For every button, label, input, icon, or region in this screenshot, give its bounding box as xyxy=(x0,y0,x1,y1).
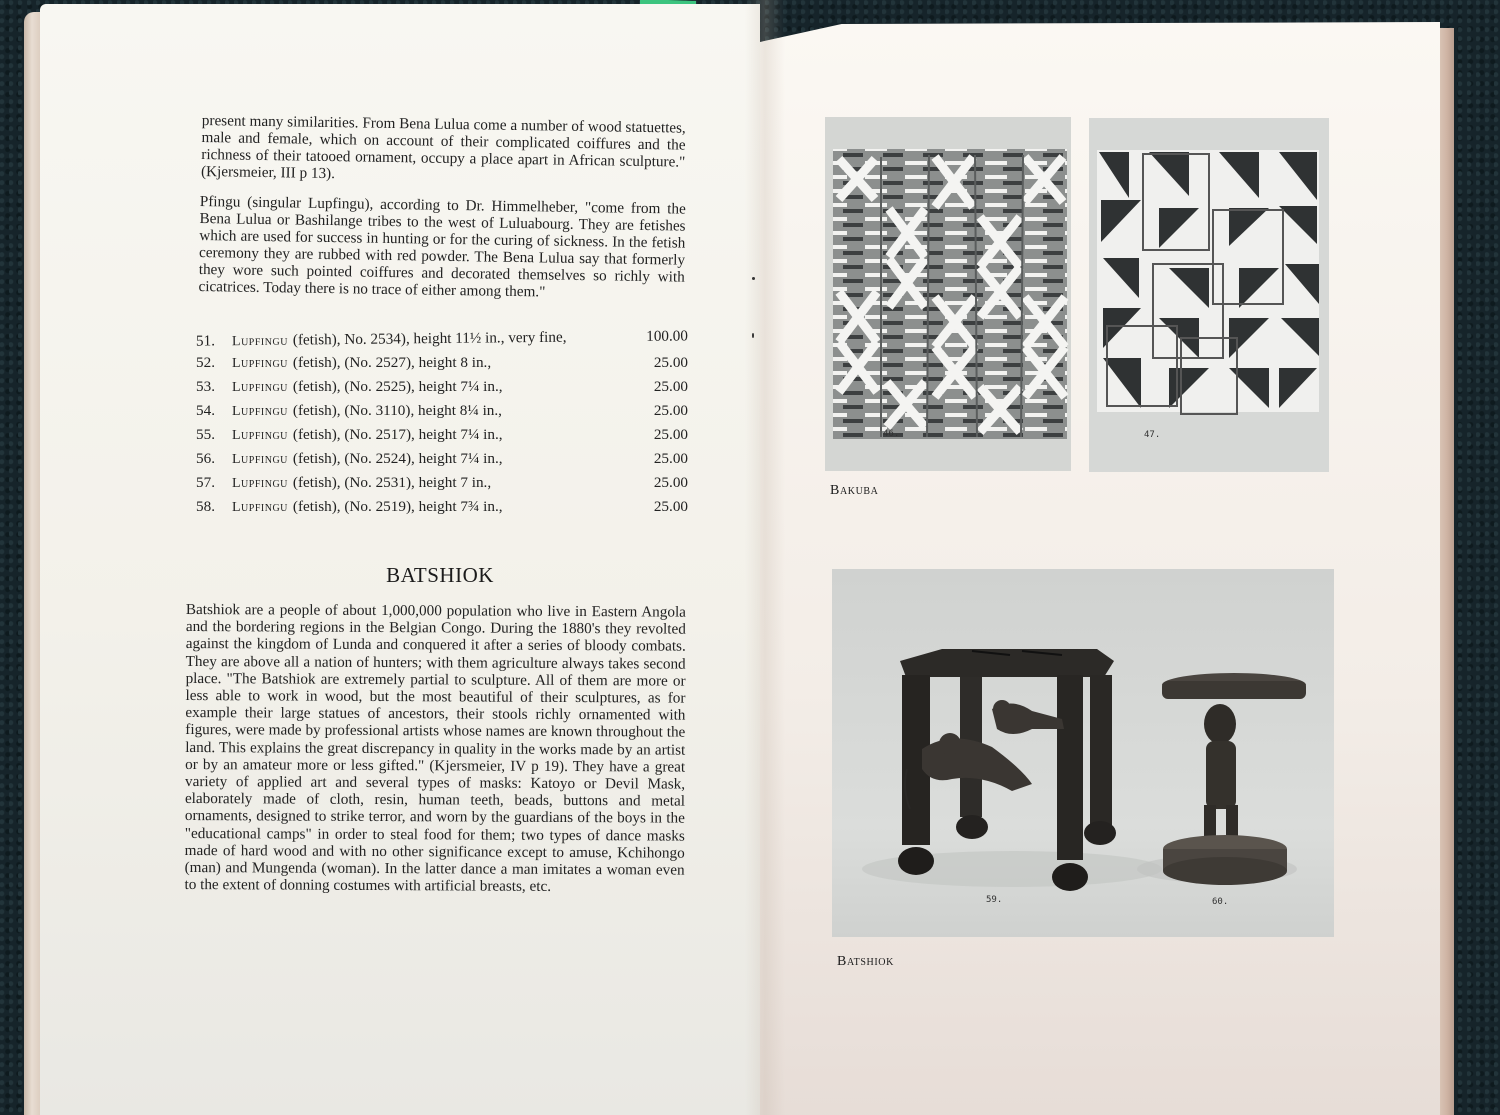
item-name: Lupfingu xyxy=(232,452,288,467)
stools-image xyxy=(832,569,1334,937)
item-number: 58. xyxy=(196,498,215,515)
print-speck xyxy=(752,333,754,338)
item-description: (fetish), (No. 2527), height 8 in., xyxy=(292,354,492,371)
figure-number: 60. xyxy=(1212,897,1229,907)
photo-stools xyxy=(832,569,1334,937)
caption-bakuba: Bakuba xyxy=(830,483,879,498)
textile-triangle-pattern-image xyxy=(1089,118,1329,472)
catalog-item xyxy=(196,474,688,498)
item-price: 100.00 xyxy=(646,327,689,345)
catalog-item xyxy=(196,354,688,378)
catalog-item xyxy=(196,327,688,356)
item-description: (fetish), (No. 3110), height 8¼ in., xyxy=(292,402,502,419)
item-description: (fetish), (No. 2525), height 7¼ in., xyxy=(292,378,503,395)
item-name: Lupfingu xyxy=(232,428,288,443)
item-number: 53. xyxy=(196,378,215,395)
intro-paragraph xyxy=(201,112,686,197)
item-description: (fetish), (No. 2519), height 7¾ in., xyxy=(292,498,503,515)
pfingu-paragraph xyxy=(198,193,686,312)
item-price: 25.00 xyxy=(653,354,688,371)
figure-number: 46. xyxy=(883,429,900,439)
item-price: 25.00 xyxy=(653,426,688,443)
item-name: Lupfingu xyxy=(232,380,288,395)
item-price: 25.00 xyxy=(653,450,688,467)
catalog-item xyxy=(196,426,688,450)
photo-textile-46 xyxy=(825,117,1071,471)
item-price: 25.00 xyxy=(653,474,688,491)
catalog-item xyxy=(196,378,688,402)
item-description: (fetish), (No. 2517), height 7¼ in., xyxy=(292,426,503,443)
item-price: 25.00 xyxy=(653,378,688,395)
item-number: 51. xyxy=(195,332,216,350)
catalog-item xyxy=(196,402,688,426)
item-price: 25.00 xyxy=(653,498,688,515)
item-price: 25.00 xyxy=(653,402,688,419)
item-number: 56. xyxy=(196,450,215,467)
batshiok-paragraph: Batshiok are a people of about 1,000,000 population who live in Eastern Angola and the bordering regions in the Belgian Congo. During the 1880's they revolted against the kingdom of Lunda and conquered it after a series of bloody combats. They are above all a nation of hunters; with them agriculture always takes second place. "The Batshiok are extremely partial to sculpture. All of them are more or less able to work in wood, but the most beautiful of their sculptures, as for example their large statues of ancestors, their stools richly ornamented with figures, were made by professional artists whose names are known throughout the land. This explains the great discrepancy in quality in the works made by an artist or by an amateur more or less gifted." (Kjersmeier, IV p 19). They have a great variety of applied art and several types of masks: Katoyo or Devil Mask, elaborately made of cloth, resin, human teeth, beads, buttons and metal ornaments, designed to strike terror, and worn by the guardians of the boys in the "educational camps" in order to steal food for them; two types of dance masks made of hard wood and with no other significance except to amuse, Kchihongo (man) and Mungenda (woman). In the latter dance a man imitates a woman even to the extent of donning costumes with artificial breasts, etc. xyxy=(184,601,686,896)
item-description: (fetish), No. 2534), height 11½ in., very fine, xyxy=(292,328,567,349)
item-description: (fetish), (No. 2524), height 7¼ in., xyxy=(292,450,503,467)
catalog-list xyxy=(195,327,689,522)
item-name: Lupfingu xyxy=(232,404,288,419)
item-description: (fetish), (No. 2531), height 7 in., xyxy=(292,474,492,491)
caption-batshiok: Batshiok xyxy=(837,954,894,969)
item-number: 55. xyxy=(196,426,215,443)
intro-text: present many similarities. From Bena Lulua come a number of wood statuettes, male and female, which on account of their complicated coiffures and the richness of their tatooed ornament, occupy a place apart in African sculpture." (Kjersmeier, III p 13). xyxy=(200,112,686,183)
textile-x-pattern-image xyxy=(825,117,1071,471)
item-name: Lupfingu xyxy=(232,500,288,515)
catalog-item xyxy=(196,450,688,474)
print-speck xyxy=(752,277,755,280)
section-title: BATSHIOK xyxy=(386,563,494,587)
item-name: Lupfingu xyxy=(231,333,288,350)
item-name: Lupfingu xyxy=(232,476,288,491)
item-number: 54. xyxy=(196,402,215,419)
figure-number: 47. xyxy=(1144,430,1161,440)
item-name: Lupfingu xyxy=(232,356,288,371)
item-number: 52. xyxy=(196,354,215,371)
photo-textile-47 xyxy=(1089,118,1329,472)
pfingu-text: Pfingu (singular Lupfingu), according to Dr. Himmelheber, "come from the Bena Lulua or Bashilange tribes to the west of Luluabourg. They are fetishes which are used for success in hunting or for the curing of sickness. In the fetish ceremony they are rubbed with red powder. The Bena Lulua say that formerly they wore such pointed coiffures and decorated themselves so richly with cicatrices. Today there is no trace of either among them." xyxy=(198,193,686,301)
catalog-item xyxy=(196,498,688,522)
figure-number: 59. xyxy=(986,895,1003,905)
item-number: 57. xyxy=(196,474,215,491)
